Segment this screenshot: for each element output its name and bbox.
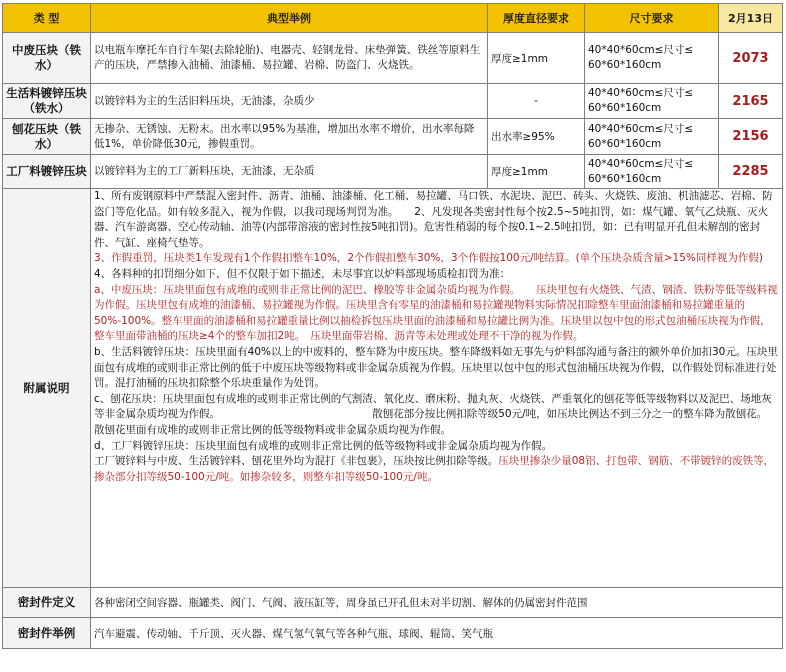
row-example: 以电瓶车摩托车自行车架(去除轮胎)、电器壳、轻钢龙骨、床垫弹簧、铁丝等原料生产的压块，严禁掺入油桶、油漆桶、易拉罐、岩棉、防盗门、火烧铁。: [91, 33, 488, 84]
appendix-notes: [91, 189, 783, 588]
row-thickness: 厚度≥1mm: [488, 155, 585, 189]
seal-definition-row: [3, 588, 783, 618]
size-line: 40*40*60cm≤尺寸≤: [588, 87, 694, 99]
row-thickness: -: [488, 84, 585, 119]
row-size: [585, 33, 719, 84]
row-price: 2285: [719, 155, 783, 189]
table-row: [3, 155, 783, 189]
table-row: [3, 33, 783, 84]
row-thickness: 出水率≥95%: [488, 119, 585, 155]
table-row: [3, 84, 783, 119]
seal-examples-label: 密封件举例: [3, 618, 91, 649]
seal-examples-row: [3, 618, 783, 649]
size-line: 60*60*160cm: [588, 102, 662, 114]
header-date: 2月13日: [719, 4, 783, 33]
size-line: 40*40*60cm≤尺寸≤: [588, 122, 694, 135]
note-paragraph: 4、各料种的扣罚细分如下，但不仅限于如下描述，未尽事宜以炉料部现场质检扣罚为准：: [94, 267, 511, 280]
appendix-label: 附属说明: [3, 189, 91, 588]
row-type: 生活料镀锌压块（铁水）: [3, 84, 91, 119]
header-row: [3, 4, 783, 33]
note-paragraph-red: 3、作假重罚，压块类1车发现有1个作假扣整车10%，2个作假扣整车30%，3个作假按100元/吨结算。(单个压块杂质含量>15%同样视为作假): [94, 252, 763, 265]
header-size: 尺寸要求: [585, 4, 719, 33]
size-line: 60*60*160cm: [588, 59, 662, 71]
seal-definition-text: 各种密闭空间容器、瓶罐类、阀门、气阀、液压缸等，周身虽已开孔但未对半切割、解体的仍属密封件范围: [91, 588, 783, 618]
row-type: 中废压块（铁水）: [3, 33, 91, 84]
row-price: 2073: [719, 33, 783, 84]
size-line: 40*40*60cm≤尺寸≤: [588, 157, 694, 170]
appendix-row: [3, 189, 783, 588]
note-paragraph: 1、所有废钢原料中严禁混入密封件、沥青、油桶、油漆桶、化工桶、易拉罐、马口铁、水泥块、泥巴、砖头、火烧铁、废油、机油滤芯、岩棉、防盗门等危化品。如有较多混入，视为作假，以我司现场判罚为准。 2、凡发现各类密封性每个按2.5~5吨扣罚，如：煤气罐、氧气乙炔瓶、灭火器、汽车游离器、空心传动轴、油等(内部带溶液的密封性按5吨扣罚)。危害性稍弱的每个按0.1~2.5吨扣罚，如：已有明显开孔但未解剖的密封件、气缸、座椅气垫等。: [94, 190, 773, 249]
seal-examples-text: 汽车避震、传动轴、千斤顶、灭火器、煤气氢气氧气等各种气瓶、球阀、辊筒、笑气瓶: [91, 618, 783, 649]
header-type: 类 型: [3, 4, 91, 33]
note-span-red: 压块里掺杂少量08铝、打包带、钢筋、不带镀锌的废铁等，掺杂部分扣等级50-100元/吨。如掺杂较多，则整车扣等级50-100元/吨。: [94, 455, 775, 483]
row-size: [585, 155, 719, 189]
row-size: [585, 84, 719, 119]
seal-definition-label: 密封件定义: [3, 588, 91, 618]
note-paragraph: d、工厂料镀锌压块：压块里面包有成堆的或则非正常比例的低等级物料或非金属杂质均视为作假。: [94, 439, 553, 452]
row-size: [585, 119, 719, 155]
header-thickness: 厚度直径要求: [488, 4, 585, 33]
row-example: 以镀锌料为主的工厂新料压块，无油漆，无杂质: [91, 155, 488, 189]
size-line: 60*60*160cm: [588, 137, 662, 150]
note-paragraph: [94, 454, 779, 485]
note-span: 工厂镀锌料与中废、生活镀锌料、刨花里外均为混打《非包裹》，压块按比例扣除等级。: [94, 455, 499, 468]
row-price: 2165: [719, 84, 783, 119]
table-row: [3, 119, 783, 155]
price-table: [2, 3, 783, 649]
note-paragraph: c、刨花压块：压块里面包有成堆的或则非正常比例的气割渣、氧化皮、磨床粉、抛丸灰、火烧铁、严重氧化的刨花等低等级物料以及泥巴、场地灰等非金属杂质均视为作假。 散刨花部分按比例扣除等级50元/吨，如压块比例达不到三分之一的整车降为散刨花。 散刨花里面有成堆的或则非正常比例的低等级物料或非金属杂质均视为作假。: [94, 392, 773, 436]
row-price: 2156: [719, 119, 783, 155]
size-line: 60*60*160cm: [588, 172, 662, 185]
row-thickness: 厚度≥1mm: [488, 33, 585, 84]
row-example: 无掺杂、无锈蚀、无粉末。出水率以95%为基准，增加出水率不增价，出水率每降低1%，单价降低30元，掺假重罚。: [91, 119, 488, 155]
row-type: 刨花压块（铁水）: [3, 119, 91, 155]
note-paragraph-red: a、中废压块：压块里面包有成堆的或则非正常比例的泥巴、橡胶等非金属杂质均视为作假。 压块里包有火烧铁、气渣、钢渣、铁粉等低等级料视为作假。压块里包有成堆的油漆桶、易拉罐视为作假。压块里含有零星的油漆桶和易拉罐视物料实际情况扣除整车里面油漆桶和易拉罐重量的50%-100%。整车里面的油漆桶和易拉罐重量比例以抽检拆包压块里面的油漆桶和易拉罐比例为准。压块里以包中包的形式包油桶压块视为作假，整车里面带油桶的压块≥4个的整车加扣2吨。 压块里面带岩棉、沥青等未处理或处理不干净的视为作假。: [94, 283, 778, 343]
row-type: 工厂料镀锌压块: [3, 155, 91, 189]
note-paragraph: b、生活料镀锌压块：压块里面有40%以上的中废料的，整车降为中废压块。整车降级料如无事先与炉料部沟通与备注的额外单价加扣30元。压块里面包有成堆的或则非正常比例的低于中废压块等级物料或非金属杂质视为作假。压块里以包中包的形式包油桶压块视为作假，以作假处罚标准进行处罚。混打油桶的压块扣除整个乐块重量作为处罚。: [94, 345, 778, 390]
row-example: 以镀锌料为主的生活旧料压块，无油漆，杂质少: [91, 84, 488, 119]
header-example: 典型举例: [91, 4, 488, 33]
size-line: 40*40*60cm≤尺寸≤: [588, 44, 694, 56]
